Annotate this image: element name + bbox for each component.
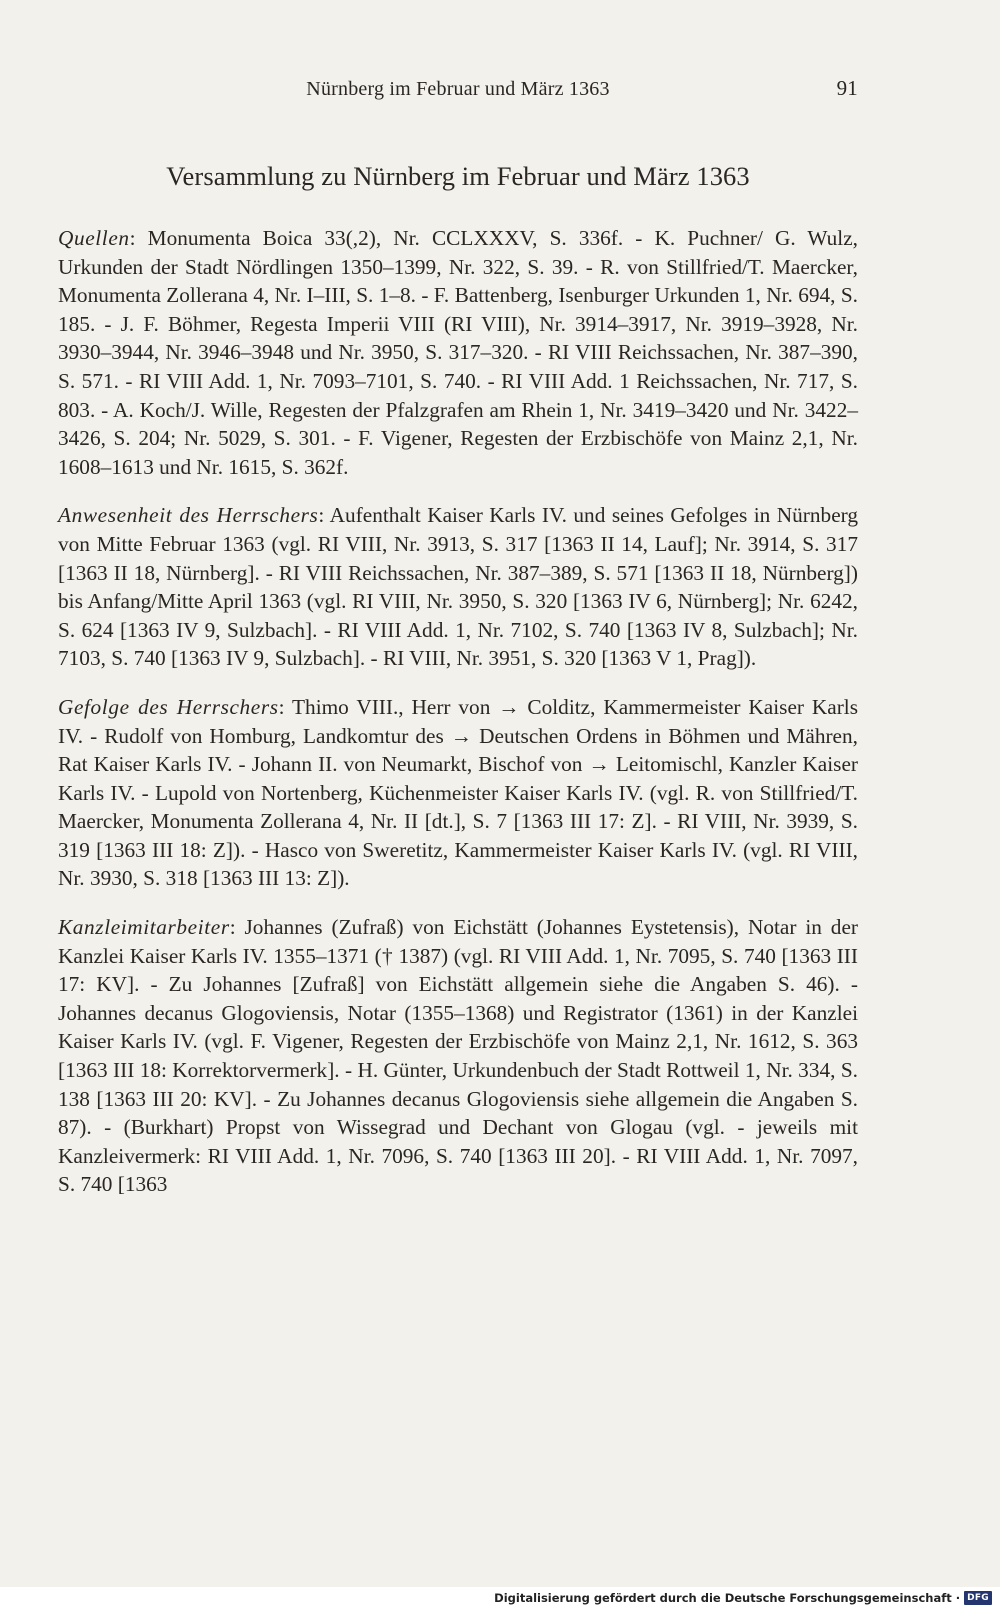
page-number: 91 [836, 76, 858, 100]
body-text [58, 224, 858, 1199]
paragraph-text: Johannes (Zufraß) von Eichstätt (Johannes Eystetensis), Notar in der Kanzlei Kaiser Karls IV. 1355–1371 († 1387) (vgl. RI VIII Add. 1, Nr. 7095, S. 740 [1363 III 17: KV]. - Zu Johannes [Zufraß] von Eichstätt allgemein siehe die Angaben S. 46). - Johannes decanus Glogoviensis, Notar (1355–1368) und Registrator (1361) in der Kanzlei Kaiser Karls IV. (vgl. F. Vigener, Regesten der Erzbischöfe von Mainz 2,1, Nr. 1612, S. 363 [1363 III 18: Korrektorvermerk]. - H. Günter, Urkundenbuch der Stadt Rottweil 1, Nr. 334, S. 138 [1363 III 20: KV]. - Zu Johannes decanus Glogoviensis siehe allgemein die Angaben S. 87). - (Burkhart) Propst von Wissegrad und Dechant von Glogau (vgl. - jeweils mit Kanzleivermerk: RI VIII Add. 1, Nr. 7096, S. 740 [1363 III 20]. - RI VIII Add. 1, Nr. 7097, S. 740 [1363 [58, 915, 858, 1197]
paragraph-kanzlei: Kanzleimitarbeiter: Johannes (Zufraß) von Eichstätt (Johannes Eystetensis), Notar in der Kanzlei Kaiser Karls IV. 1355–1371 († 1387) (vgl. RI VIII Add. 1, Nr. 7095, S. 740 [1363 III 17: KV]. - Zu Johannes [Zufraß] von Eichstätt allgemein siehe die Angaben S. 46). - Johannes decanus Glogoviensis, Notar (1355–1368) und Registrator (1361) in der Kanzlei Kaiser Karls IV. (vgl. F. Vigener, Regesten der Erzbischöfe von Mainz 2,1, Nr. 1612, S. 363 [1363 III 18: Korrektorvermerk]. - H. Günter, Urkundenbuch der Stadt Rottweil 1, Nr. 334, S. 138 [1363 III 20: KV]. - Zu Johannes decanus Glogoviensis siehe allgemein die Angaben S. 87). - (Burkhart) Propst von Wissegrad und Dechant von Glogau (vgl. - jeweils mit Kanzleivermerk: RI VIII Add. 1, Nr. 7096, S. 740 [1363 III 20]. - RI VIII Add. 1, Nr. 7097, S. 740 [1363 [58, 915, 858, 1197]
dfg-logo-icon: DFG [964, 1591, 992, 1605]
page-header [58, 74, 858, 110]
paragraph-label: Gefolge des Herrschers [58, 694, 279, 719]
running-title: Nürnberg im Februar und März 1363 [306, 78, 610, 100]
paragraph-text: Thimo VIII., Herr von → Colditz, Kammermeister Kaiser Karls IV. - Rudolf von Homburg, Landkomtur des → Deutschen Ordens in Böhmen und Mähren, Rat Kaiser Karls IV. - Johann II. von Neumarkt, Bischof von → Leitomischl, Kanzler Kaiser Karls IV. - Lupold von Nortenberg, Küchenmeister Kaiser Karls IV. (vgl. R. von Stillfried/T. Maercker, Monumenta Zollerana 4, Nr. II [dt.], S. 7 [1363 III 17: Z]. - RI VIII, Nr. 3939, S. 319 [1363 III 18: Z]). - Hasco von Sweretitz, Kammermeister Kaiser Karls IV. (vgl. RI VIII, Nr. 3930, S. 318 [1363 III 13: Z]). [58, 694, 859, 891]
paragraph-text: Aufenthalt Kaiser Karls IV. und seines Gefolges in Nürnberg von Mitte Februar 1363 (vgl. RI VIII, Nr. 3913, S. 317 [1363 II 14, Lauf]; Nr. 3914, S. 317 [1363 II 18, Nürnberg]. - RI VIII Reichssachen, Nr. 387–389, S. 571 [1363 II 18, Nürnberg]) bis Anfang/Mitte April 1363 (vgl. RI VIII, Nr. 3950, S. 320 [1363 IV 6, Nürnberg]; Nr. 6242, S. 624 [1363 IV 9, Sulzbach]. - RI VIII Add. 1, Nr. 7102, S. 740 [1363 IV 8, Sulzbach]; Nr. 7103, S. 740 [1363 IV 9, Sulzbach]. - RI VIII, Nr. 3951, S. 320 [1363 V 1, Prag]). [58, 503, 858, 671]
paragraph-anwesenheit: Anwesenheit des Herrschers: Aufenthalt Kaiser Karls IV. und seines Gefolges in Nürnberg von Mitte Februar 1363 (vgl. RI VIII, Nr. 3913, S. 317 [1363 II 14, Lauf]; Nr. 3914, S. 317 [1363 II 18, Nürnberg]. - RI VIII Reichssachen, Nr. 387–389, S. 571 [1363 II 18, Nürnberg]) bis Anfang/Mitte April 1363 (vgl. RI VIII, Nr. 3950, S. 320 [1363 IV 6, Nürnberg]; Nr. 6242, S. 624 [1363 IV 9, Sulzbach]. - RI VIII Add. 1, Nr. 7102, S. 740 [1363 IV 8, Sulzbach]; Nr. 7103, S. 740 [1363 IV 9, Sulzbach]. - RI VIII, Nr. 3951, S. 320 [1363 V 1, Prag]). [58, 503, 858, 671]
footer-credit: Digitalisierung gefördert durch die Deutsche Forschungsgemeinschaft · [494, 1591, 961, 1605]
digitization-footer [0, 1587, 1000, 1609]
paragraph-quellen: Quellen: Monumenta Boica 33(,2), Nr. CCLXXXV, S. 336f. - K. Puchner/ G. Wulz, Urkunden der Stadt Nördlingen 1350–1399, Nr. 322, S. 39. - R. von Stillfried/T. Maercker, Monumenta Zollerana 4, Nr. I–III, S. 1–8. - F. Battenberg, Isenburger Urkunden 1, Nr. 694, S. 185. - J. F. Böhmer, Regesta Imperii VIII (RI VIII), Nr. 3914–3917, Nr. 3919–3928, Nr. 3930–3944, Nr. 3946–3948 und Nr. 3950, S. 317–320. - RI VIII Reichssachen, Nr. 387–390, S. 571. - RI VIII Add. 1, Nr. 7093–7101, S. 740. - RI VIII Add. 1 Reichssachen, Nr. 717, S. 803. - A. Koch/J. Wille, Regesten der Pfalzgrafen am Rhein 1, Nr. 3419–3420 und Nr. 3422–3426, S. 204; Nr. 5029, S. 301. - F. Vigener, Regesten der Erzbischöfe von Mainz 2,1, Nr. 1608–1613 und Nr. 1615, S. 362f. [58, 226, 859, 479]
section-title: Versammlung zu Nürnberg im Februar und März 1363 [166, 161, 750, 191]
paragraph-label: Kanzleimitarbeiter [58, 915, 230, 940]
paragraph-label: Anwesenheit des Herrschers [58, 503, 319, 528]
paragraph-text: Monumenta Boica 33(,2), Nr. CCLXXXV, S. 336f. - K. Puchner/ G. Wulz, Urkunden der Stadt Nördlingen 1350–1399, Nr. 322, S. 39. - R. von Stillfried/T. Maercker, Monumenta Zollerana 4, Nr. I–III, S. 1–8. - F. Battenberg, Isenburger Urkunden 1, Nr. 694, S. 185. - J. F. Böhmer, Regesta Imperii VIII (RI VIII), Nr. 3914–3917, Nr. 3919–3928, Nr. 3930–3944, Nr. 3946–3948 und Nr. 3950, S. 317–320. - RI VIII Reichssachen, Nr. 387–390, S. 571. - RI VIII Add. 1, Nr. 7093–7101, S. 740. - RI VIII Add. 1 Reichssachen, Nr. 717, S. 803. - A. Koch/J. Wille, Regesten der Pfalzgrafen am Rhein 1, Nr. 3419–3420 und Nr. 3422–3426, S. 204; Nr. 5029, S. 301. - F. Vigener, Regesten der Erzbischöfe von Mainz 2,1, Nr. 1608–1613 und Nr. 1615, S. 362f. [58, 226, 859, 479]
paragraph-label: Quellen [58, 226, 130, 250]
paragraph-gefolge: Gefolge des Herrschers: Thimo VIII., Herr von → Colditz, Kammermeister Kaiser Karls IV. - Rudolf von Homburg, Landkomtur des → Deutschen Ordens in Böhmen und Mähren, Rat Kaiser Karls IV. - Johann II. von Neumarkt, Bischof von → Leitomischl, Kanzler Kaiser Karls IV. - Lupold von Nortenberg, Küchenmeister Kaiser Karls IV. (vgl. R. von Stillfried/T. Maercker, Monumenta Zollerana 4, Nr. II [dt.], S. 7 [1363 III 17: Z]. - RI VIII, Nr. 3939, S. 319 [1363 III 18: Z]). - Hasco von Sweretitz, Kammermeister Kaiser Karls IV. (vgl. RI VIII, Nr. 3930, S. 318 [1363 III 13: Z]). [58, 694, 859, 891]
